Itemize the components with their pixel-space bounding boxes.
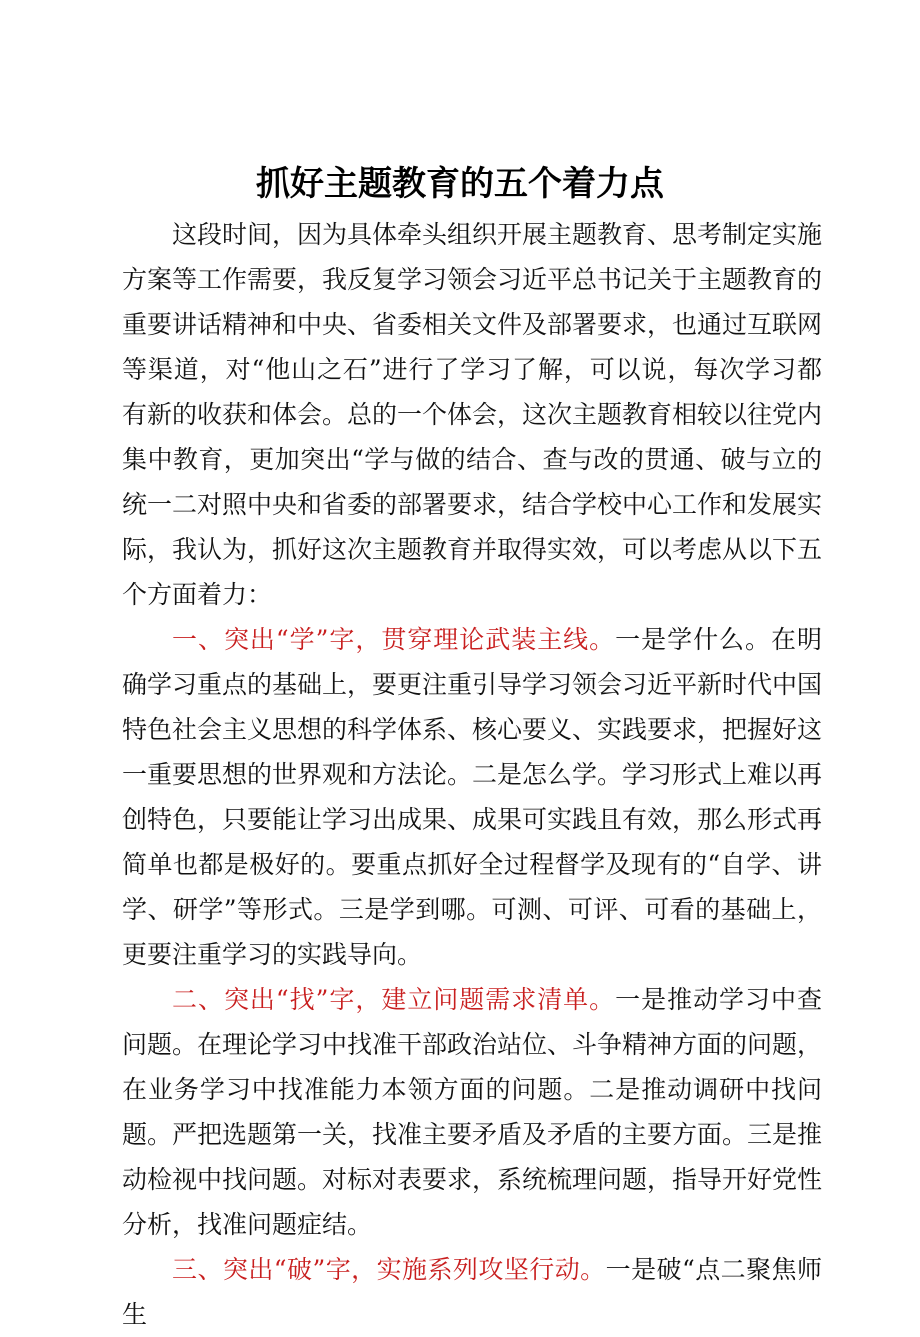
paragraph-section-1 xyxy=(122,617,822,977)
paragraph-text: 这段时间，因为具体牵头组织开展主题教育、思考制定实施方案等工作需要，我反复学习领会习近平总书记关于主题教育的重要讲话精神和中央、省委相关文件及部署要求，也通过互联网等渠道，对“他山之石”进行了学习了解，可以说，每次学习都有新的收获和体会。总的一个体会，这次主题教育相较以往党内集中教育，更加突出“学与做的结合、查与改的贯通、破与立的统一二对照中央和省委的部署要求，结合学校中心工作和发展实际，我认为，抓好这次主题教育并取得实效，可以考虑从以下五个方面着力： xyxy=(122,220,823,609)
paragraph-section-3 xyxy=(122,1247,822,1337)
section-heading: 三、突出“破”字，实施系列攻坚行动。 xyxy=(172,1255,606,1284)
paragraph-text: 一是推动学习中查问题。在理论学习中找准干部政治站位、斗争精神方面的问题，在业务学习中找准能力本领方面的问题。二是推动调研中找问题。严把选题第一关，找准主要矛盾及矛盾的主要方面。三是推动检视中找问题。对标对表要求，系统梳理问题，指导开好党性分析，找准问题症结。 xyxy=(122,985,823,1239)
paragraph-intro xyxy=(122,212,822,617)
section-heading: 一、突出“学”字，贯穿理论武装主线。 xyxy=(172,625,616,654)
section-heading: 二、突出“找”字，建立问题需求清单。 xyxy=(172,985,616,1014)
paragraph-section-2 xyxy=(122,977,822,1247)
document-title: 抓好主题教育的五个着力点 xyxy=(256,164,664,204)
paragraph-text: 一是学什么。在明确学习重点的基础上，要更注重引导学习领会习近平新时代中国特色社会主义思想的科学体系、核心要义、实践要求，把握好这一重要思想的世界观和方法论。二是怎么学。学习形式上难以再创特色，只要能让学习出成果、成果可实践且有效，那么形式再简单也都是极好的。要重点抓好全过程督学及现有的“自学、讲学、研学”等形式。三是学到哪。可测、可评、可看的基础上，更要注重学习的实践导向。 xyxy=(122,625,823,969)
paragraph-text: 一是破“点二聚焦师生 xyxy=(122,1255,822,1329)
document-body xyxy=(122,212,822,1337)
